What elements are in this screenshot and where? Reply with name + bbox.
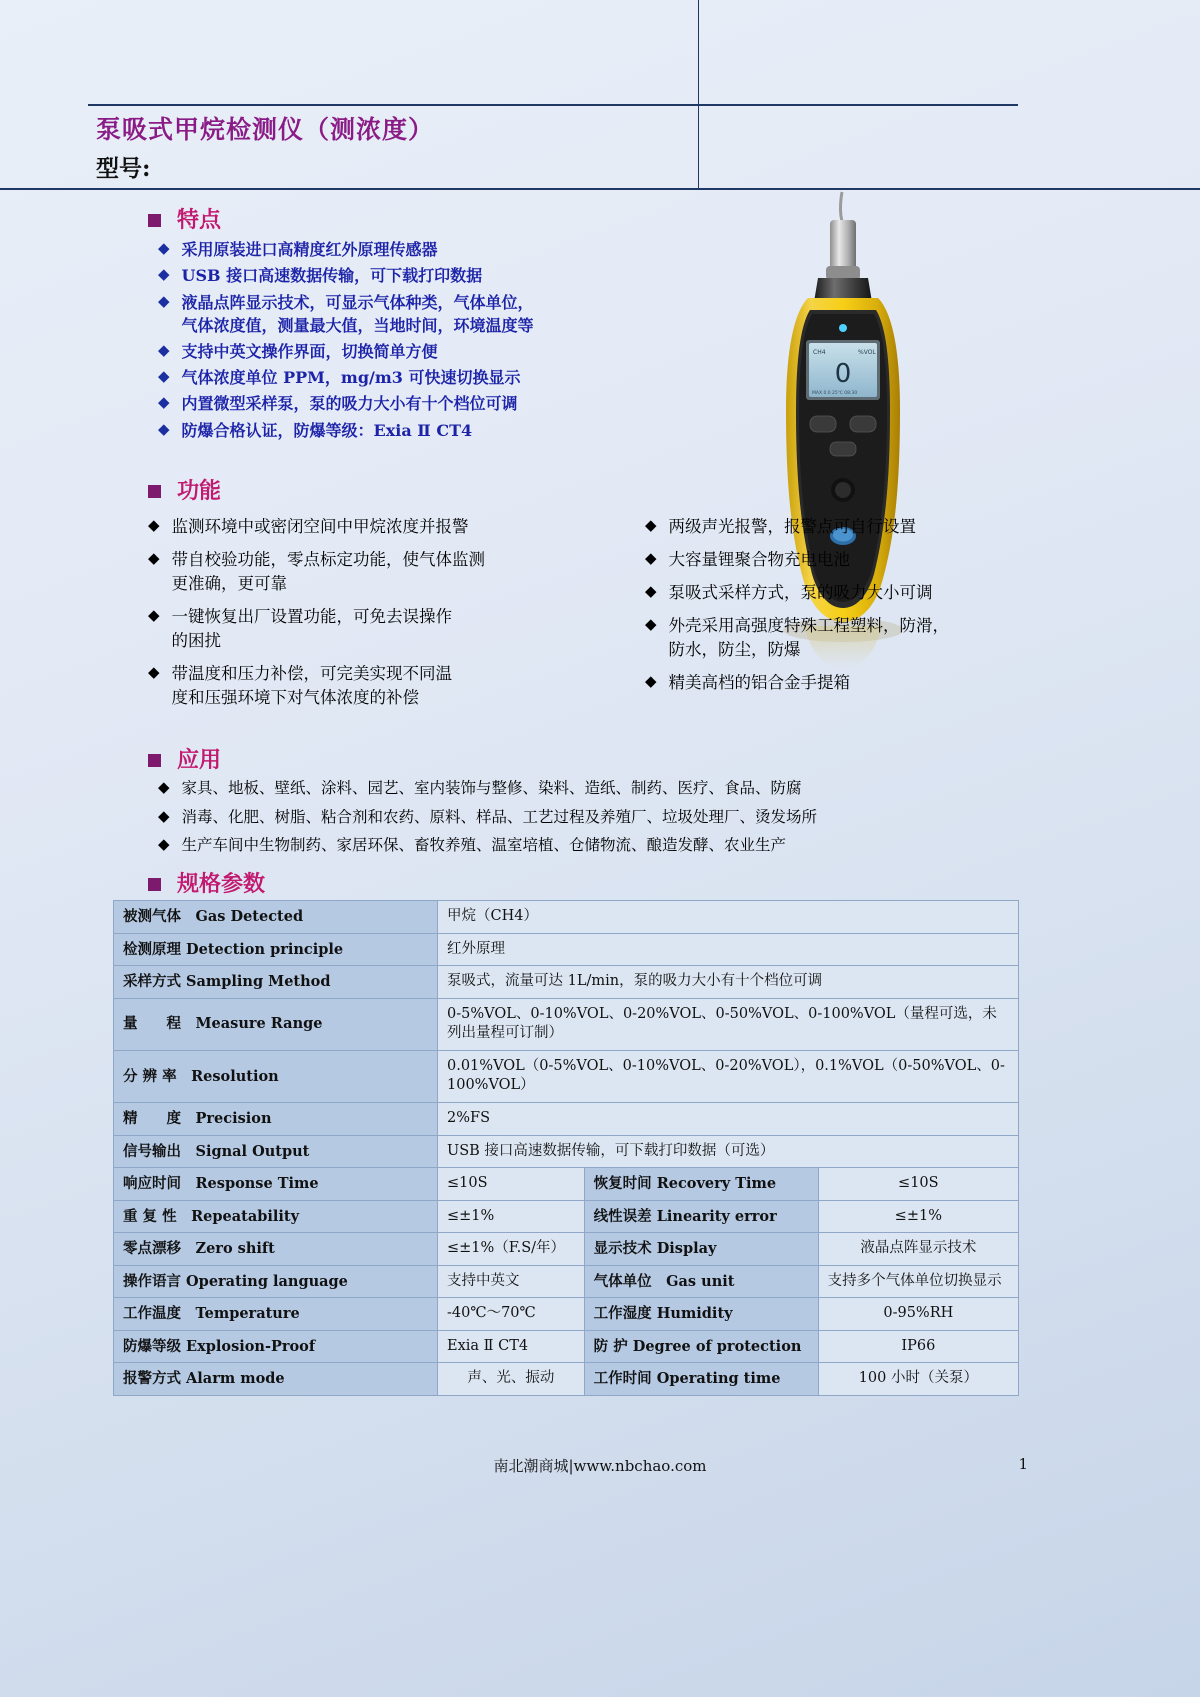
diamond-bullet-icon: ◆: [158, 779, 170, 797]
spec-value: ≤10S: [818, 1168, 1018, 1201]
diamond-bullet-icon: ◆: [148, 549, 160, 567]
applications-heading-label: 应用: [177, 747, 222, 773]
table-row: [114, 1265, 1019, 1298]
functions-list-right: [645, 515, 1045, 704]
table-row: [114, 1102, 1019, 1135]
diamond-bullet-icon: ◆: [148, 663, 160, 681]
diamond-bullet-icon: ◆: [158, 266, 170, 284]
list-item: [158, 777, 1048, 799]
spec-value: Exia Ⅱ CT4: [438, 1330, 585, 1363]
feature-text: 采用原装进口高精度红外原理传感器: [181, 240, 438, 260]
feature-text: 支持中英文操作界面，切换简单方便: [181, 341, 438, 361]
diamond-bullet-icon: ◆: [148, 606, 160, 624]
spec-value: 100 小时（关泵）: [818, 1363, 1018, 1396]
spec-value: 红外原理: [438, 933, 1019, 966]
function-text: 监测环境中或密闭空间中甲烷浓度并报警: [171, 517, 469, 536]
list-item: [158, 834, 1048, 856]
function-text: 两级声光报警，报警点可自行设置: [668, 517, 917, 536]
diamond-bullet-icon: ◆: [158, 420, 170, 438]
features-heading: [148, 208, 678, 232]
function-text: 精美高档的铝合金手提箱: [668, 672, 851, 692]
functions-heading-label: 功能: [177, 478, 222, 504]
spec-label: 信号输出 Signal Output: [114, 1135, 438, 1168]
page-number: 1: [1018, 1455, 1028, 1473]
table-row: [114, 1233, 1019, 1266]
spec-label: 操作语言 Operating language: [114, 1265, 438, 1298]
diamond-bullet-icon: ◆: [158, 836, 170, 854]
diamond-bullet-icon: ◆: [158, 240, 170, 258]
diamond-bullet-icon: ◆: [158, 807, 170, 825]
spec-label: 检测原理 Detection principle: [114, 933, 438, 966]
spec-value: 支持中英文: [438, 1265, 585, 1298]
function-text: 大容量锂聚合物充电电池: [668, 549, 851, 569]
applications-list: [158, 777, 1048, 856]
features-section: [148, 208, 678, 445]
model-label: 型号:: [96, 155, 151, 182]
diamond-bullet-icon: ◆: [645, 615, 657, 633]
spec-label: 采样方式 Sampling Method: [114, 966, 438, 999]
application-text: 家具、地板、壁纸、涂料、园艺、室内装饰与整修、染料、造纸、制药、医疗、食品、防腐: [181, 779, 802, 798]
function-text: 带自校验功能，零点标定功能，使气体监测 更准确，更可靠: [171, 549, 486, 593]
header-top-rule: [88, 104, 1018, 106]
table-row: [114, 1200, 1019, 1233]
spec-label: 显示技术 Display: [584, 1233, 818, 1266]
diamond-bullet-icon: ◆: [645, 582, 657, 600]
application-text: 生产车间中生物制药、家居环保、畜牧养殖、温室培植、仓储物流、酿造发酵、农业生产: [181, 836, 787, 855]
list-item: [148, 662, 638, 710]
function-text: 泵吸式采样方式，泵的吸力大小可调: [668, 582, 933, 602]
spec-label: 响应时间 Response Time: [114, 1168, 438, 1201]
diamond-bullet-icon: ◆: [158, 394, 170, 412]
square-bullet-icon: [148, 485, 161, 498]
spec-label: 工作湿度 Humidity: [584, 1298, 818, 1331]
list-item: [148, 548, 638, 596]
list-item: [158, 366, 678, 389]
svg-text:CH4: CH4: [813, 349, 826, 356]
spec-label: 防爆等级 Explosion-Proof: [114, 1330, 438, 1363]
specifications-table: [113, 900, 1019, 1396]
list-item: [158, 340, 678, 363]
feature-text: 防爆合格认证，防爆等级：Exia Ⅱ CT4: [181, 420, 473, 440]
spec-value: -40℃～70℃: [438, 1298, 585, 1331]
spec-value: 2%FS: [438, 1102, 1019, 1135]
features-heading-label: 特点: [177, 207, 222, 233]
diamond-bullet-icon: ◆: [645, 517, 657, 534]
spec-label: 工作时间 Operating time: [584, 1363, 818, 1396]
list-item: [158, 238, 678, 261]
spec-value: 甲烷（CH4）: [438, 901, 1019, 934]
spec-label: 量 程 Measure Range: [114, 998, 438, 1050]
list-item: [148, 515, 638, 539]
spec-label: 防 护 Degree of protection: [584, 1330, 818, 1363]
functions-heading: [148, 479, 221, 503]
function-text: 外壳采用高强度特殊工程塑料，防滑， 防水，防尘，防爆: [668, 615, 950, 659]
header-vertical-rule: [698, 0, 699, 190]
table-row: [114, 1298, 1019, 1331]
feature-text: 内置微型采样泵，泵的吸力大小有十个档位可调: [181, 394, 518, 414]
table-row: [114, 933, 1019, 966]
list-item: [158, 264, 678, 287]
function-text: 带温度和压力补偿，可完美实现不同温 度和压强环境下对气体浓度的补偿: [171, 663, 453, 707]
diamond-bullet-icon: ◆: [645, 549, 657, 567]
diamond-bullet-icon: ◆: [645, 672, 657, 690]
function-text: 一键恢复出厂设置功能，可免去误操作 的困扰: [171, 606, 453, 650]
diamond-bullet-icon: ◆: [158, 292, 170, 310]
table-row: [114, 998, 1019, 1050]
spec-label: 气体单位 Gas unit: [584, 1265, 818, 1298]
list-item: [158, 291, 678, 337]
applications-section: [148, 748, 1048, 863]
diamond-bullet-icon: ◆: [148, 517, 160, 534]
functions-list-left: [148, 515, 638, 718]
list-item: [158, 806, 1048, 828]
table-row: [114, 1168, 1019, 1201]
spec-label: 精 度 Precision: [114, 1102, 438, 1135]
spec-value: 0-95%RH: [818, 1298, 1018, 1331]
page-title: 泵吸式甲烷检测仪（测浓度）: [96, 115, 435, 144]
table-row: [114, 1363, 1019, 1396]
application-text: 消毒、化肥、树脂、粘合剂和农药、原料、样品、工艺过程及养殖厂、垃圾处理厂、烫发场所: [181, 807, 818, 826]
spec-value: USB 接口高速数据传输，可下载打印数据（可选）: [438, 1135, 1019, 1168]
spec-label: 恢复时间 Recovery Time: [584, 1168, 818, 1201]
list-item: [645, 515, 1045, 539]
spec-value: ≤±1%（F.S/年）: [438, 1233, 585, 1266]
spec-value: 声、光、振动: [438, 1363, 585, 1396]
list-item: [158, 392, 678, 415]
table-row: [114, 966, 1019, 999]
list-item: [645, 548, 1045, 572]
spec-label: 被测气体 Gas Detected: [114, 901, 438, 934]
spec-label: 报警方式 Alarm mode: [114, 1363, 438, 1396]
spec-value: 0.01%VOL（0-5%VOL、0-10%VOL、0-20%VOL），0.1%VOL（0-50%VOL、0-100%VOL）: [438, 1050, 1019, 1102]
spec-label: 线性误差 Linearity error: [584, 1200, 818, 1233]
spec-label: 重 复 性 Repeatability: [114, 1200, 438, 1233]
table-row: [114, 1050, 1019, 1102]
spec-label: 分 辨 率 Resolution: [114, 1050, 438, 1102]
list-item: [645, 614, 1045, 662]
spec-value: ≤10S: [438, 1168, 585, 1201]
spec-value: IP66: [818, 1330, 1018, 1363]
specifications-heading: [148, 872, 265, 896]
square-bullet-icon: [148, 754, 161, 767]
table-row: [114, 901, 1019, 934]
spec-value: ≤±1%: [818, 1200, 1018, 1233]
footer-site: 南北潮商城|www.nbchao.com: [493, 1457, 707, 1475]
list-item: [148, 605, 638, 653]
spec-value: 液晶点阵显示技术: [818, 1233, 1018, 1266]
spec-value: 0-5%VOL、0-10%VOL、0-20%VOL、0-50%VOL、0-100%VOL（量程可选，未列出量程可订制）: [438, 998, 1019, 1050]
svg-text:MAX 0.0 25℃ 08:30: MAX 0.0 25℃ 08:30: [812, 391, 858, 396]
spec-value: ≤±1%: [438, 1200, 585, 1233]
table-row: [114, 1330, 1019, 1363]
spec-label: 零点漂移 Zero shift: [114, 1233, 438, 1266]
square-bullet-icon: [148, 214, 161, 227]
features-list: [158, 238, 678, 442]
table-row: [114, 1135, 1019, 1168]
svg-text:0: 0: [834, 359, 852, 389]
spec-label: 工作温度 Temperature: [114, 1298, 438, 1331]
feature-text: 液晶点阵显示技术，可显示气体种类，气体单位， 气体浓度值，测量最大值，当地时间，环境温度等: [181, 292, 534, 335]
list-item: [158, 419, 678, 442]
feature-text: 气体浓度单位 PPM，mg/m3 可快速切换显示: [181, 368, 521, 388]
list-item: [645, 671, 1045, 695]
list-item: [645, 581, 1045, 605]
applications-heading: [148, 748, 1048, 772]
diamond-bullet-icon: ◆: [158, 368, 170, 386]
svg-text:%VOL: %VOL: [858, 349, 876, 356]
square-bullet-icon: [148, 878, 161, 891]
diamond-bullet-icon: ◆: [158, 341, 170, 359]
spec-value: 泵吸式，流量可达 1L/min，泵的吸力大小有十个档位可调: [438, 966, 1019, 999]
feature-text: USB 接口高速数据传输，可下载打印数据: [181, 266, 483, 286]
specifications-heading-label: 规格参数: [177, 871, 266, 897]
spec-value: 支持多个气体单位切换显示: [818, 1265, 1018, 1298]
